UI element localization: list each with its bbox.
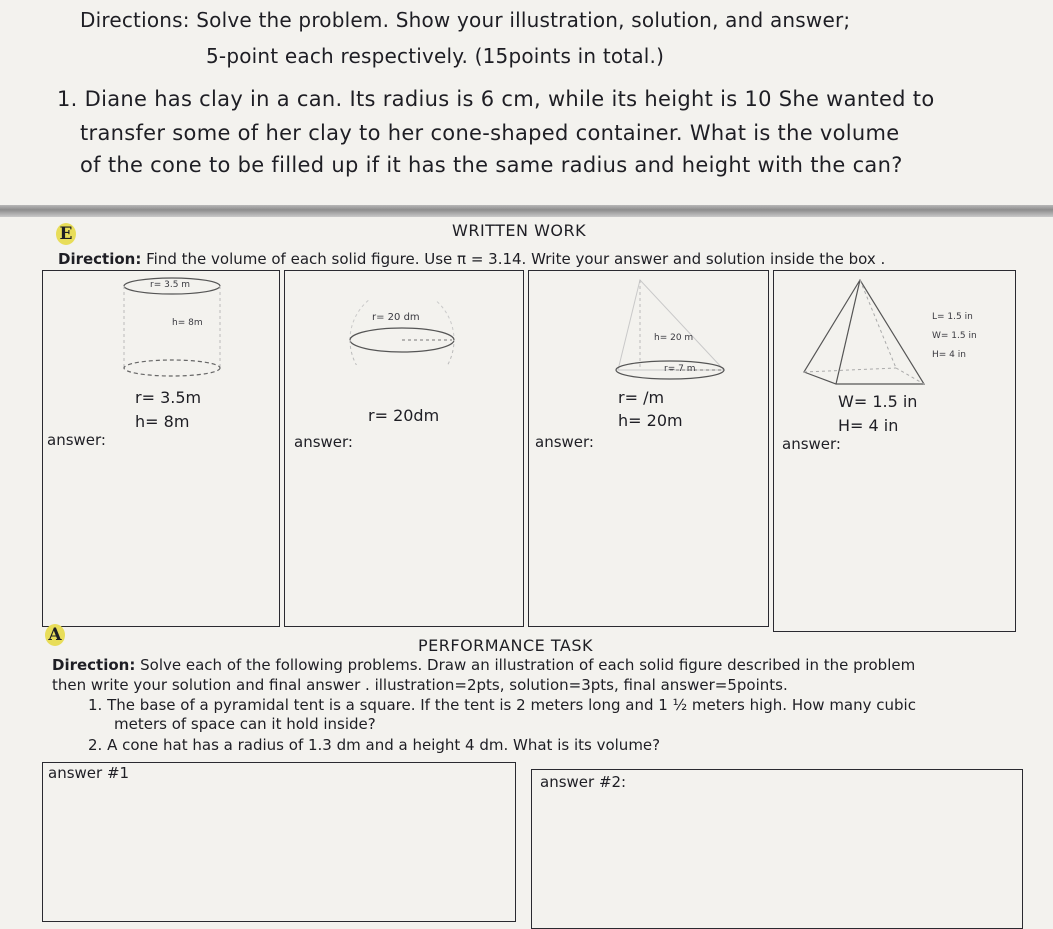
problem-line-1: 1. Diane has clay in a can. Its radius is 6 cm, while its height is 10 She wanted to [57, 87, 935, 111]
performance-direction-line-2: then write your solution and final answer . illustration=2pts, solution=3pts, final answer=5points. [52, 676, 788, 694]
answer-box-performance-1[interactable] [42, 762, 516, 922]
problem-line-2: transfer some of her clay to her cone-shaped container. What is the volume [80, 121, 900, 145]
performance-item-1-line-1: 1. The base of a pyramidal tent is a square. If the tent is 2 meters long and 1 ½ meters high. How many cubic [88, 696, 916, 714]
performance-direction-label: Direction: [52, 656, 136, 674]
cone-height: h= 20m [618, 411, 683, 430]
answer-1-label: answer #1 [48, 764, 130, 782]
cylinder-figure [120, 276, 230, 391]
cone-fig-height: h= 20 m [654, 333, 694, 343]
directions-line-2: 5-point each respectively. (15points in total.) [206, 44, 665, 68]
pyramid-figure [800, 276, 930, 386]
cylinder-fig-height: h= 8m [172, 318, 203, 328]
sphere-figure [340, 300, 465, 365]
written-work-title: WRITTEN WORK [452, 221, 587, 240]
performance-item-2: 2. A cone hat has a radius of 1.3 dm and a height 4 dm. What is its volume? [88, 736, 661, 754]
performance-item-1-line-2: meters of space can it hold inside? [114, 715, 376, 733]
answer-2-label: answer #2: [540, 773, 627, 791]
performance-direction [52, 656, 915, 674]
pyramid-fig-height: H= 4 in [932, 350, 966, 360]
written-work-direction [58, 250, 885, 268]
performance-direction-text: Solve each of the following problems. Draw an illustration of each solid figure described in the problem [140, 656, 916, 674]
answer-label-3: answer: [535, 433, 594, 451]
cylinder-fig-radius: r= 3.5 m [150, 280, 191, 290]
answer-label-2: answer: [294, 433, 353, 451]
direction-label: Direction: [58, 250, 142, 268]
cylinder-radius: r= 3.5m [135, 388, 202, 407]
answer-label-1: answer: [47, 431, 106, 449]
performance-task-badge: A [45, 624, 65, 646]
section-divider [0, 205, 1053, 217]
sphere-radius: r= 20dm [368, 406, 440, 425]
cone-fig-radius: r= 7 m [664, 364, 696, 374]
performance-task-title: PERFORMANCE TASK [418, 636, 593, 655]
cone-radius: r= /m [618, 388, 665, 407]
answer-label-4: answer: [782, 435, 841, 453]
pyramid-height: H= 4 in [838, 416, 899, 435]
direction-text: Find the volume of each solid figure. Use π = 3.14. Write your answer and solution inside the box . [146, 250, 886, 268]
answer-box-performance-2[interactable] [531, 769, 1023, 929]
written-work-badge: E [56, 223, 76, 245]
pyramid-fig-width: W= 1.5 in [932, 331, 977, 341]
pyramid-fig-length: L= 1.5 in [932, 312, 973, 322]
pyramid-width: W= 1.5 in [838, 392, 918, 411]
cylinder-height: h= 8m [135, 412, 190, 431]
problem-line-3: of the cone to be filled up if it has the same radius and height with the can? [80, 153, 903, 177]
directions-line-1: Directions: Solve the problem. Show your illustration, solution, and answer; [80, 8, 851, 32]
sphere-fig-radius: r= 20 dm [372, 312, 420, 323]
